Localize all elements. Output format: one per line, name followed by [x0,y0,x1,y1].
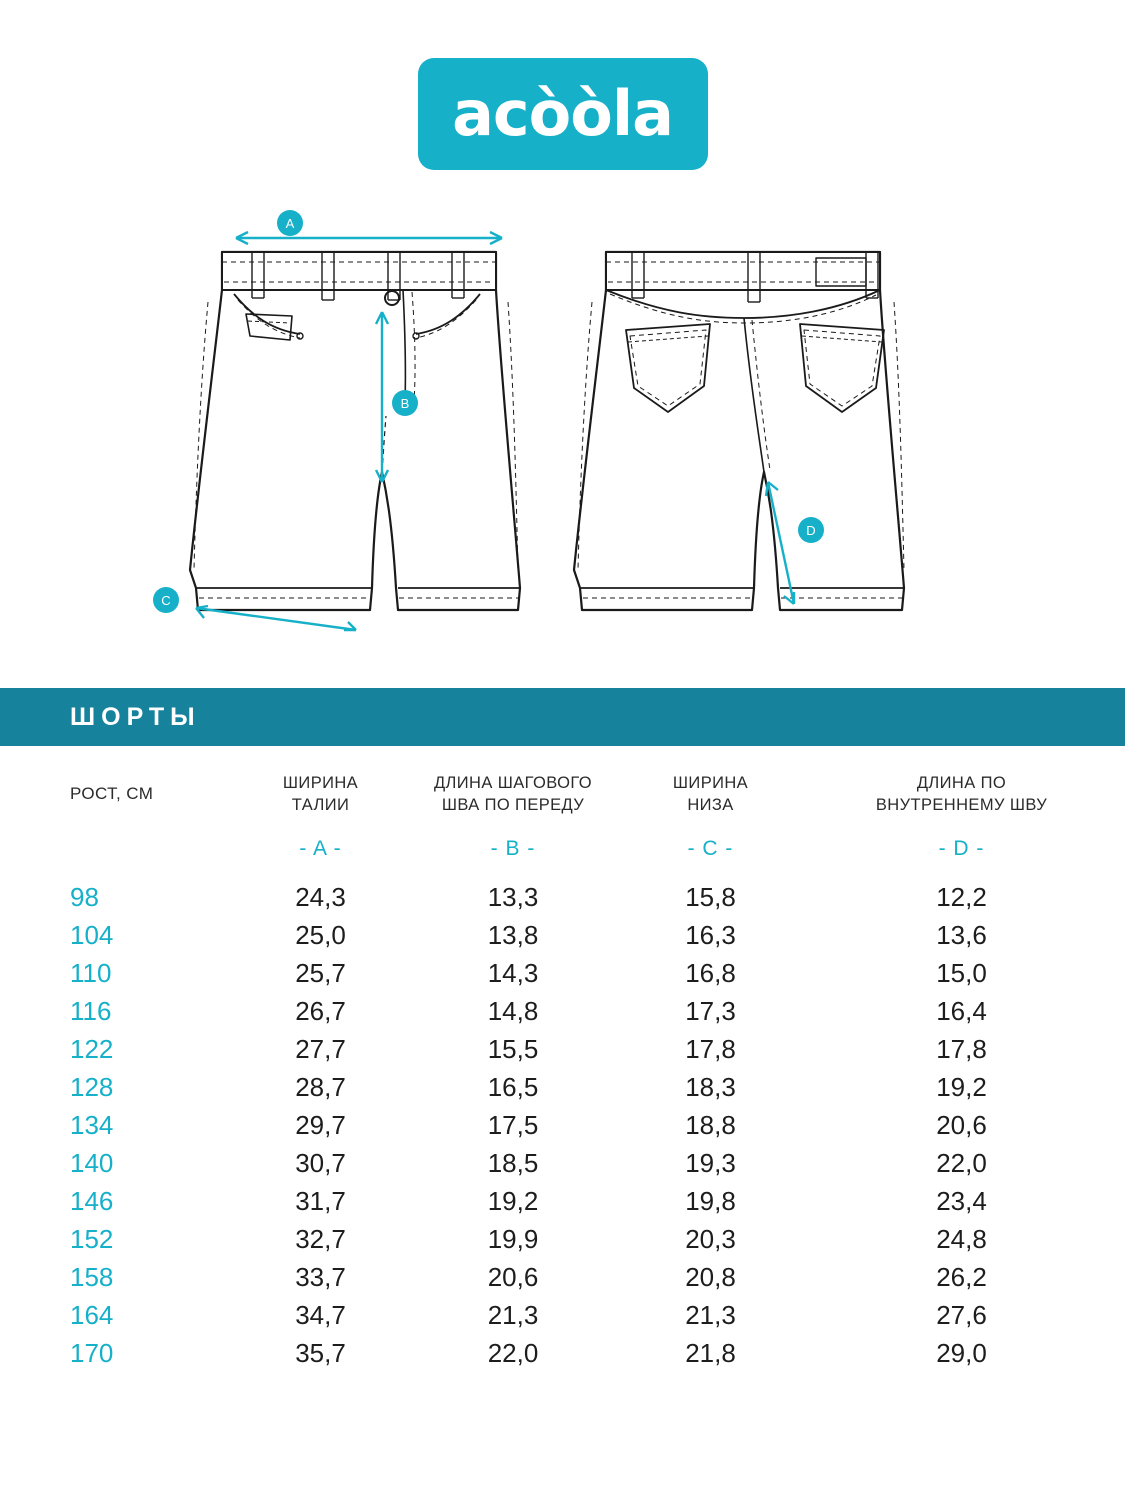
cell-c: 20,8 [685,1262,736,1293]
cell-d: 13,6 [936,920,987,951]
cell-b: 19,9 [487,1224,539,1255]
cell-d: 16,4 [936,996,987,1027]
shorts-technical-drawing [0,190,1125,670]
cell-a: 28,7 [295,1072,346,1103]
brand-logo [0,58,1125,170]
cell-size: 134 [70,1110,114,1141]
table-row [0,955,1125,993]
table-letter-row [0,823,1125,879]
table-row [0,1031,1125,1069]
cell-a: 29,7 [295,1110,346,1141]
cell-c: 21,3 [685,1300,736,1331]
header-b [403,746,623,823]
table-header-row [0,746,1125,823]
cell-c: 15,8 [685,882,736,913]
table-row [0,1107,1125,1145]
header-d-line2: ВНУТРЕННЕМУ ШВУ [875,796,1048,815]
header-a-line1: ШИРИНА [282,774,359,792]
table-row [0,1145,1125,1183]
header-c-line1: ШИРИНА [672,774,749,792]
size-table-section [0,688,1125,1373]
header-a [238,746,403,823]
cell-a: 27,7 [295,1034,346,1065]
cell-size: 122 [70,1034,114,1065]
cell-a: 26,7 [295,996,346,1027]
cell-size: 140 [70,1148,114,1179]
cell-d: 12,2 [936,882,987,913]
table-row [0,993,1125,1031]
letter-b: - B - [490,836,536,860]
table-row [0,1335,1125,1373]
logo-badge [418,58,708,170]
cell-d: 22,0 [936,1148,987,1179]
table-row [0,1221,1125,1259]
cell-a: 33,7 [295,1262,346,1293]
header-a-line2: ТАЛИИ [291,796,350,815]
cell-size: 170 [70,1338,114,1369]
svg-text:D: D [806,523,816,538]
cell-c: 18,3 [685,1072,736,1103]
cell-d: 26,2 [936,1262,987,1293]
cell-b: 13,3 [487,882,539,913]
letter-a: - A - [299,836,342,860]
cell-d: 24,8 [936,1224,987,1255]
cell-c: 16,3 [685,920,736,951]
cell-b: 22,0 [487,1338,539,1369]
cell-b: 14,8 [487,996,539,1027]
table-row [0,1259,1125,1297]
letter-d: - D - [938,836,985,860]
cell-size: 164 [70,1300,114,1331]
cell-a: 31,7 [295,1186,346,1217]
cell-d: 20,6 [936,1110,987,1141]
cell-a: 25,0 [295,920,346,951]
cell-c: 21,8 [685,1338,736,1369]
table-row [0,1069,1125,1107]
header-b-line2: ШВА ПО ПЕРЕДУ [441,796,585,815]
header-c-line2: НИЗА [687,796,734,815]
cell-b: 16,5 [487,1072,539,1103]
letter-spacer [0,823,238,879]
cell-size: 116 [70,996,112,1027]
cell-c: 16,8 [685,958,736,989]
cell-a: 24,3 [295,882,346,913]
size-table [0,746,1125,1373]
cell-d: 29,0 [936,1338,987,1369]
cell-b: 17,5 [487,1110,539,1141]
cell-c: 19,3 [685,1148,736,1179]
svg-text:C: C [161,593,171,608]
cell-b: 14,3 [487,958,539,989]
cell-d: 27,6 [936,1300,987,1331]
cell-b: 15,5 [487,1034,539,1065]
cell-d: 15,0 [936,958,987,989]
table-row [0,917,1125,955]
letter-c: - C - [687,836,734,860]
cell-a: 25,7 [295,958,346,989]
cell-a: 30,7 [295,1148,346,1179]
svg-text:B: B [400,396,410,411]
header-d-line1: ДЛИНА ПО [916,774,1007,792]
cell-size: 98 [70,882,99,913]
header-b-line1: ДЛИНА ШАГОВОГО [433,774,593,792]
cell-c: 17,8 [685,1034,736,1065]
cell-b: 18,5 [487,1148,539,1179]
cell-a: 32,7 [295,1224,346,1255]
table-row [0,879,1125,917]
cell-c: 19,8 [685,1186,736,1217]
table-row [0,1297,1125,1335]
cell-size: 128 [70,1072,114,1103]
table-title-bar [0,688,1125,746]
table-row [0,1183,1125,1221]
table-title: ШОРТЫ [70,702,201,731]
header-d [798,746,1125,823]
cell-a: 34,7 [295,1300,346,1331]
cell-b: 13,8 [487,920,539,951]
cell-c: 17,3 [685,996,736,1027]
cell-b: 19,2 [487,1186,539,1217]
svg-text:A: A [285,216,295,231]
cell-size: 110 [70,958,112,989]
cell-size: 152 [70,1224,114,1255]
cell-size: 146 [70,1186,114,1217]
cell-d: 23,4 [936,1186,987,1217]
cell-size: 104 [70,920,114,951]
header-c [623,746,798,823]
cell-b: 20,6 [487,1262,539,1293]
cell-size: 158 [70,1262,114,1293]
logo-text: acòòla [452,77,673,150]
cell-d: 19,2 [936,1072,987,1103]
header-size: РОСТ, СМ [70,783,154,803]
cell-c: 20,3 [685,1224,736,1255]
cell-b: 21,3 [487,1300,539,1331]
cell-a: 35,7 [295,1338,346,1369]
cell-d: 17,8 [936,1034,987,1065]
cell-c: 18,8 [685,1110,736,1141]
